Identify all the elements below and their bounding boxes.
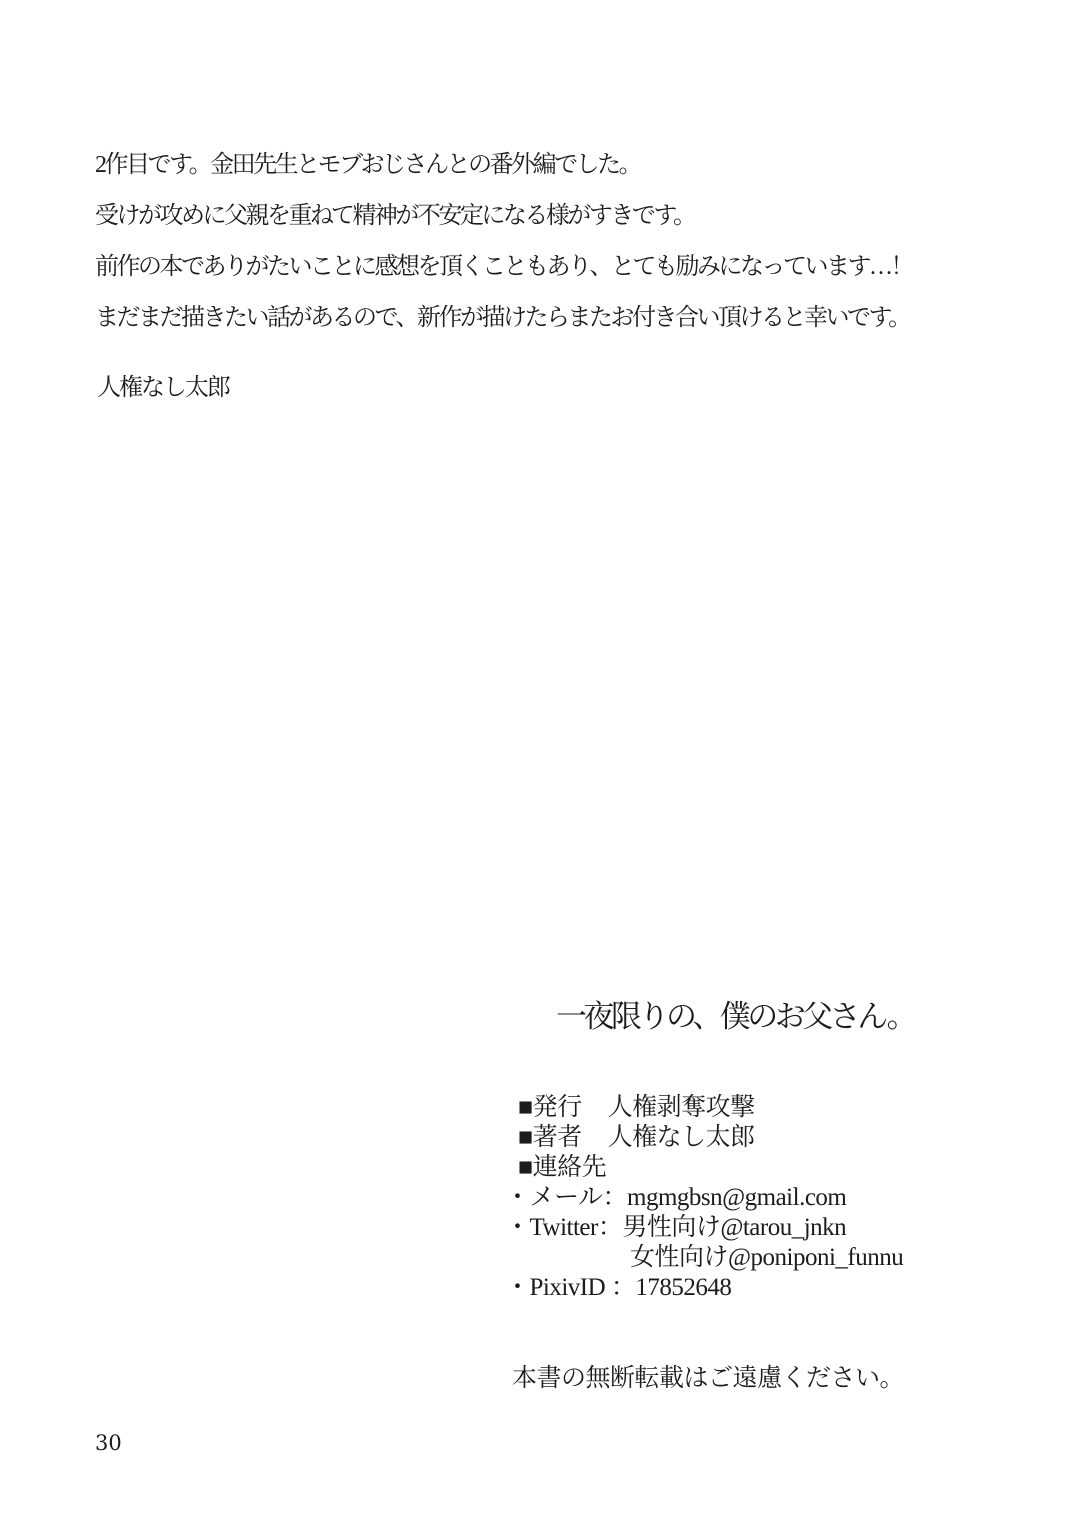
author-label: ■著者 (518, 1124, 582, 1151)
author-line (505, 1123, 903, 1153)
afterword-paragraph: 前作の本でありがたいことに感想を頂くこともあり、とても励みになっています…！ (95, 254, 912, 280)
afterword-paragraph: 受けが攻めに父親を重ねて精神が不安定になる様がすきです。 (95, 203, 695, 229)
author-name: 人権なし太郎 (607, 1124, 755, 1151)
afterword-paragraph: まだまだ描きたい話があるので、新作が描けたらまたお付き合い頂けると幸いです。 (95, 305, 910, 331)
page-number: 30 (95, 1431, 122, 1455)
pixiv-line: ・PixivID ：17852648 (505, 1274, 732, 1301)
contact-label: ■連絡先 (518, 1154, 607, 1181)
twitter-line: ・Twitter：男性向け@tarou_jnkn (505, 1214, 847, 1241)
publisher-name: 人権剥奪攻撃 (607, 1094, 755, 1121)
email-line: ・メール：mgmgbsn@gmail.com (505, 1184, 847, 1211)
twitter-line-continuation: 女性向け@poniponi_funnu (630, 1244, 904, 1271)
publisher-label: ■発行 (518, 1094, 582, 1121)
author-signature: 人権なし太郎 (97, 375, 229, 401)
book-title: 一夜限りの、僕のお父さん。 (556, 999, 915, 1034)
afterword-text-block (95, 140, 912, 344)
publisher-line (505, 1093, 903, 1123)
colophon-block (505, 1093, 903, 1303)
reprint-notice: 本書の無断転載はご遠慮ください。 (512, 1365, 905, 1392)
afterword-paragraph: 2作目です。金田先生とモブおじさんとの番外編でした。 (95, 152, 641, 178)
